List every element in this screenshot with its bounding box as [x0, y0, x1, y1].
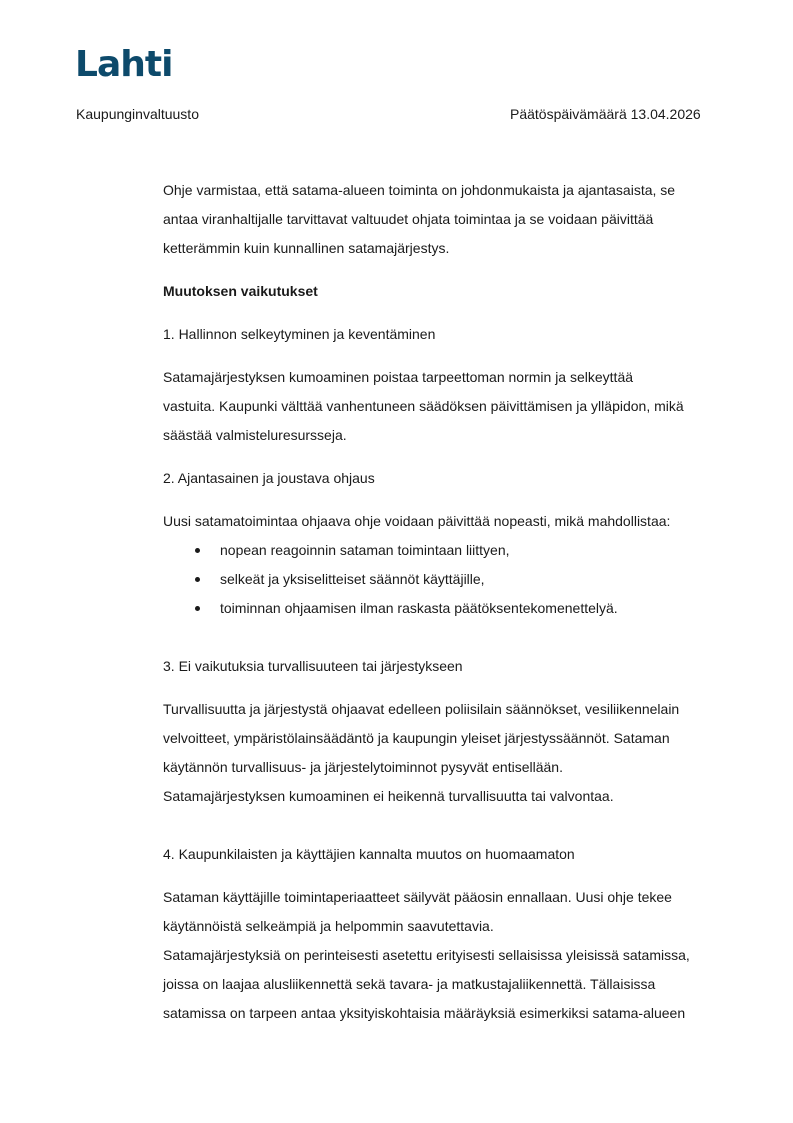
decision-date: Päätöspäivämäärä 13.04.2026 — [510, 106, 701, 122]
paragraph-line: Satamajärjestyksen kumoaminen ei heikennä turvallisuutta tai valvontaa. — [163, 788, 614, 804]
subheading-3: 3. Ei vaikutuksia turvallisuuteen tai järjestykseen — [163, 658, 463, 674]
paragraph-line: Sataman käyttäjille toimintaperiaatteet säilyvät pääosin ennallaan. Uusi ohje tekee — [163, 889, 672, 905]
list-item: nopean reagoinnin sataman toimintaan liittyen, — [163, 536, 723, 565]
paragraph-line: käytännön turvallisuus- ja järjestelytoiminnot pysyvät entisellään. — [163, 759, 563, 775]
bullet-icon — [195, 577, 200, 582]
paragraph-line: vastuita. Kaupunki välttää vanhentuneen säädöksen päivittämisen ja ylläpidon, mikä — [163, 398, 684, 414]
paragraph-line: käytännöistä selkeämpiä ja helpommin saavutettavia. — [163, 918, 494, 934]
document-body — [163, 176, 723, 1028]
subheading-2: 2. Ajantasainen ja joustava ohjaus — [163, 470, 375, 486]
lahti-logo: Lahti — [75, 44, 173, 85]
paragraph-line: Satamajärjestyksen kumoaminen poistaa tarpeettoman normin ja selkeyttää — [163, 369, 634, 385]
bullet-icon — [195, 548, 200, 553]
organ-name: Kaupunginvaltuusto — [76, 106, 199, 122]
intro-line: antaa viranhaltijalle tarvittavat valtuudet ohjata toimintaa ja se voidaan päivittää — [163, 211, 654, 227]
paragraph-line: joissa on laajaa alusliikennettä sekä tavara- ja matkustajaliikennettä. Tällaisissa — [163, 976, 656, 992]
subheading-4: 4. Kaupunkilaisten ja käyttäjien kannalta muutos on huomaamaton — [163, 846, 575, 862]
intro-line: Ohje varmistaa, että satama-alueen toiminta on johdonmukaista ja ajantasaista, se — [163, 182, 676, 198]
list-item: toiminnan ohjaamisen ilman raskasta päätöksentekomenettelyä. — [163, 594, 723, 623]
paragraph-line: Turvallisuutta ja järjestystä ohjaavat edelleen poliisilain säännökset, vesiliikennelain — [163, 701, 680, 717]
intro-line: ketterämmin kuin kunnallinen satamajärjestys. — [163, 240, 450, 256]
list-item: selkeät ja yksiselitteiset säännöt käyttäjille, — [163, 565, 723, 594]
subheading-1: 1. Hallinnon selkeytyminen ja keventäminen — [163, 326, 436, 342]
section-title: Muutoksen vaikutukset — [163, 283, 318, 299]
paragraph-line: satamissa on tarpeen antaa yksityiskohtaisia määräyksiä esimerkiksi satama-alueen — [163, 1005, 686, 1021]
paragraph-line: säästää valmisteluresursseja. — [163, 427, 347, 443]
paragraph-line: Uusi satamatoimintaa ohjaava ohje voidaan päivittää nopeasti, mikä mahdollistaa: — [163, 513, 671, 529]
paragraph-line: velvoitteet, ympäristölainsäädäntö ja kaupungin yleiset järjestyssäännöt. Sataman — [163, 730, 670, 746]
paragraph-line: Satamajärjestyksiä on perinteisesti asetettu erityisesti sellaisissa yleisissä satamissa, — [163, 947, 690, 963]
bullet-icon — [195, 606, 200, 611]
bullet-list — [163, 536, 723, 623]
